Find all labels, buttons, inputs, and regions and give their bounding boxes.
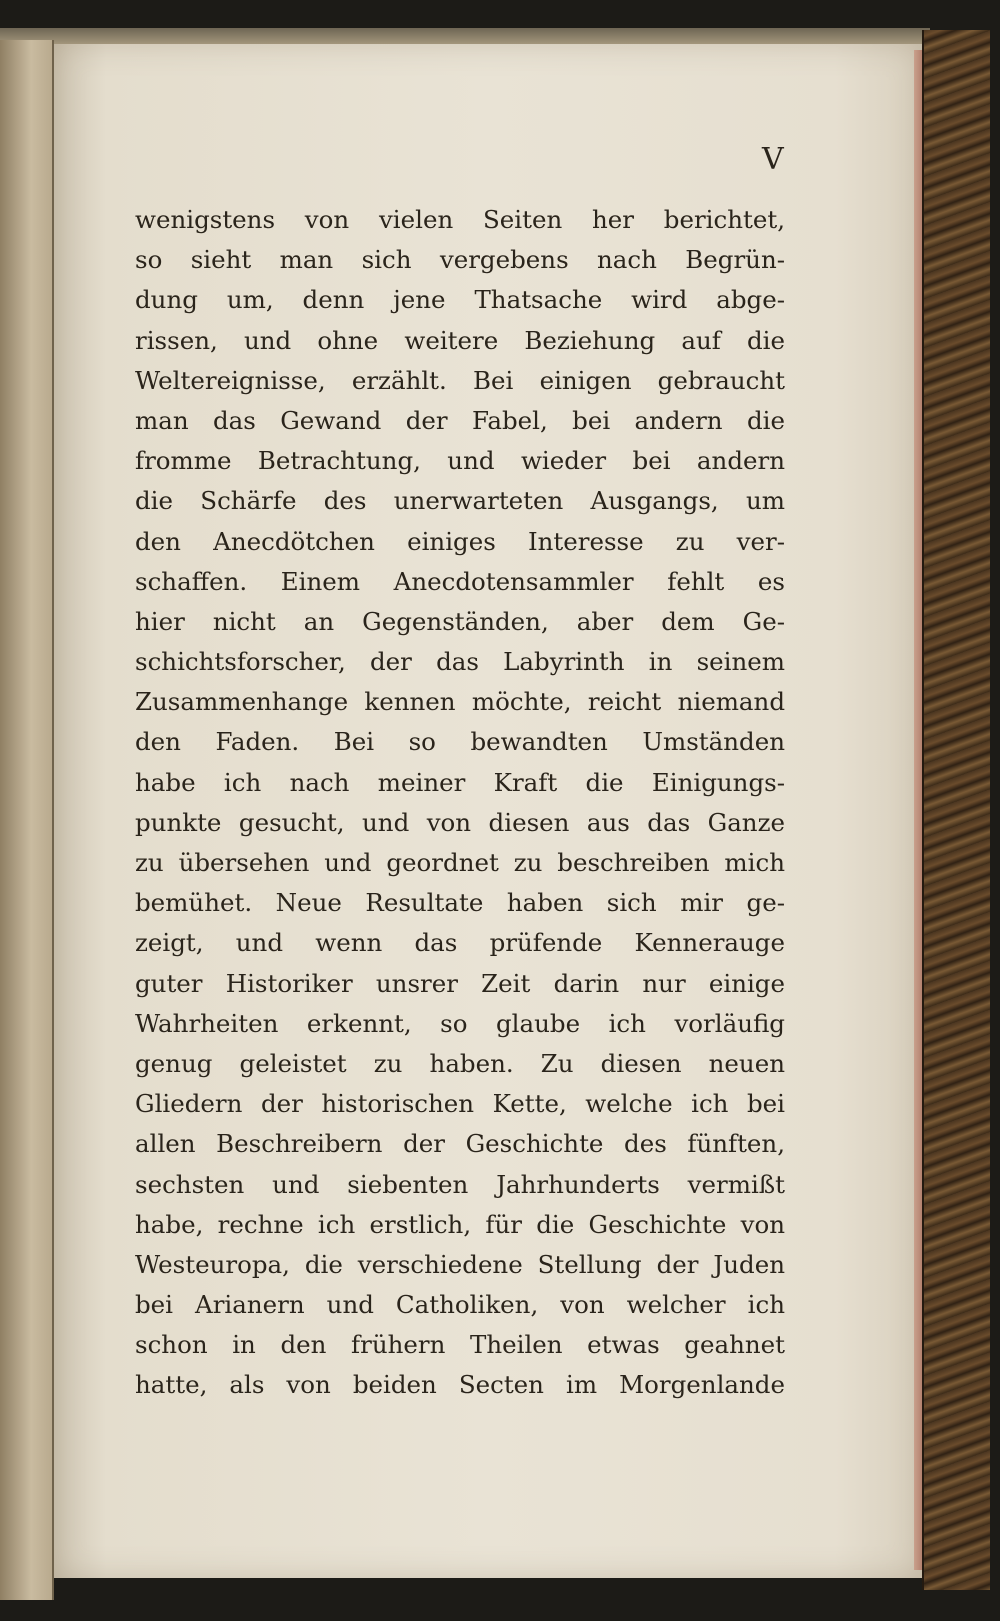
text-line: sechsten und siebenten Jahrhunderts vermißt — [135, 1169, 785, 1199]
text-line: bemühet. Neue Resultate haben sich mir ge- — [135, 888, 785, 918]
text-line: die Schärfe des unerwarteten Ausgangs, um — [135, 486, 785, 516]
body-text — [135, 200, 785, 1406]
text-line: den Anecdötchen einiges Interesse zu ver- — [135, 526, 785, 556]
text-line: Westeuropa, die verschiedene Stellung der Juden — [135, 1249, 785, 1279]
page-fore-edge — [914, 50, 922, 1570]
text-line: guter Historiker unsrer Zeit darin nur einige — [135, 968, 785, 998]
text-line: Gliedern der historischen Kette, welche ich bei — [135, 1089, 785, 1119]
text-line: so sieht man sich vergebens nach Begrün- — [135, 245, 785, 275]
text-line: zu übersehen und geordnet zu beschreiben mich — [135, 848, 785, 877]
text-line: schichtsforscher, der das Labyrinth in seinem — [135, 647, 785, 677]
text-line: bei Arianern und Catholiken, von welcher ich — [135, 1290, 785, 1320]
text-line: den Faden. Bei so bewandten Umständen — [135, 727, 785, 757]
text-line: man das Gewand der Fabel, bei andern die — [135, 405, 785, 435]
text-line: Wahrheiten erkennt, so glaube ich vorläufig — [135, 1008, 785, 1038]
text-line: habe, rechne ich erstlich, für die Geschichte von — [135, 1209, 785, 1239]
text-line: zeigt, und wenn das prüfende Kennerauge — [135, 928, 785, 958]
text-line: Weltereignisse, erzählt. Bei einigen gebraucht — [135, 365, 785, 395]
text-line: schaffen. Einem Anecdotensammler fehlt es — [135, 566, 785, 596]
left-page-edge — [0, 40, 54, 1600]
page-number: V — [762, 142, 784, 177]
text-line: schon in den frühern Theilen etwas geahnet — [135, 1330, 785, 1360]
text-line: wenigstens von vielen Seiten her berichtet, — [135, 205, 785, 234]
text-line: genug geleistet zu haben. Zu diesen neuen — [135, 1048, 785, 1078]
text-line: hatte, als von beiden Secten im Morgenlande — [135, 1370, 785, 1400]
text-line: habe ich nach meiner Kraft die Einigungs- — [135, 767, 785, 797]
text-line: punkte gesucht, und von diesen aus das Ganze — [135, 807, 785, 837]
text-line: fromme Betrachtung, und wieder bei andern — [135, 446, 785, 476]
text-line: rissen, und ohne weitere Beziehung auf die — [135, 325, 785, 355]
text-line: Zusammenhange kennen möchte, reicht niemand — [135, 687, 785, 717]
text-line: dung um, denn jene Thatsache wird abge- — [135, 285, 785, 315]
text-line: hier nicht an Gegenständen, aber dem Ge- — [135, 606, 785, 636]
book-cover-binding — [922, 30, 990, 1590]
text-line: allen Beschreibern der Geschichte des fünften, — [135, 1129, 785, 1159]
